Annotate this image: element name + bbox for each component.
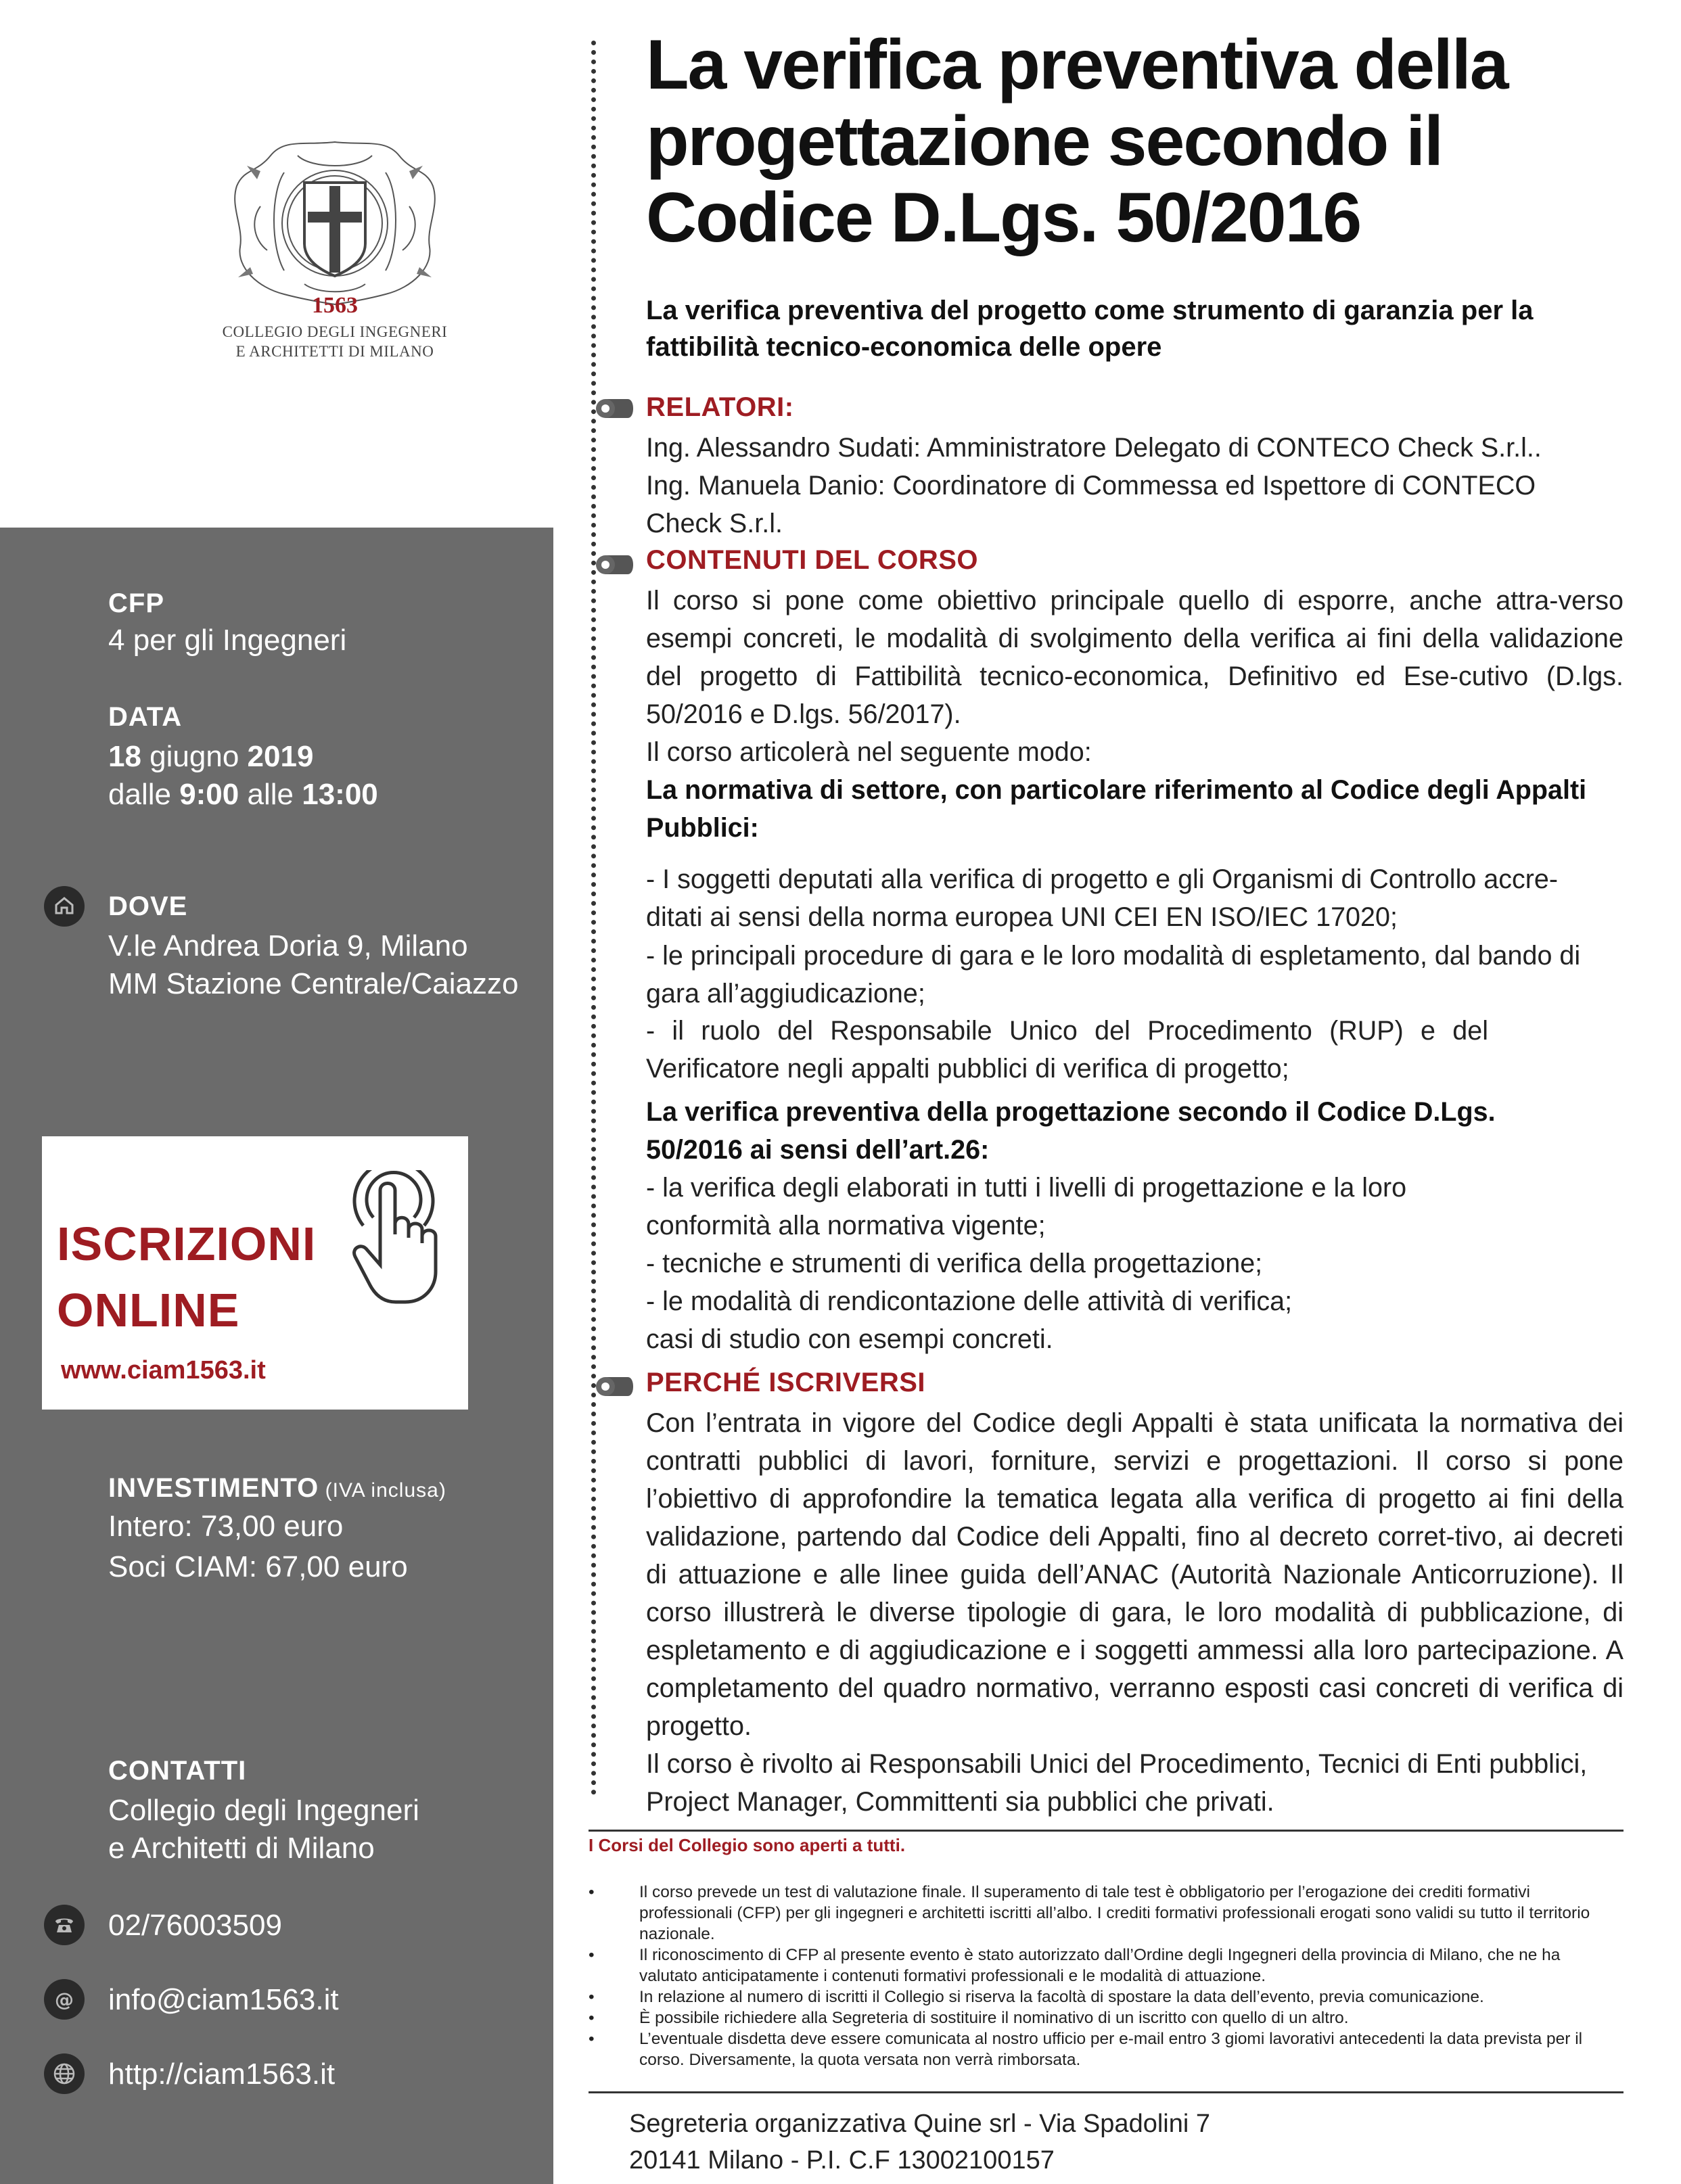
footer-line2: 20141 Milano - P.I. C.F 13002100157	[629, 2146, 1055, 2175]
note-text: Il riconoscimento di CFP al presente evento è stato autorizzato dall’Ordine degli Ingegneri della provincia di Milano, che ne ha valutato anticipatamente i contenuti formativi professionali e le modalità di attuazione.	[639, 1946, 1561, 1985]
dove-label: DOVE	[108, 891, 188, 921]
section-bullet-icon	[594, 553, 635, 576]
part2-item: - la verifica degli elaborati in tutti i livelli di progettazione e la loro conformità alla normativa vigente;	[646, 1173, 1407, 1240]
crest-icon	[203, 132, 467, 308]
date-month: giugno	[141, 740, 248, 773]
iscrizioni-title	[57, 1211, 316, 1343]
price-members: Soci CIAM: 67,00 euro	[108, 1550, 408, 1583]
part2-title: La verifica preventiva della progettazione secondo il Codice D.Lgs. 50/2016 ai sensi dell’art.26:	[646, 1097, 1496, 1165]
perche-label: PERCHÉ ISCRIVERSI	[646, 1368, 926, 1397]
dotted-divider	[591, 41, 596, 1796]
perche-target: Il corso è rivolto ai Responsabili Unici del Procedimento, Tecnici di Enti pubblici, Project Manager, Committenti sia pubblici che privati.	[646, 1749, 1588, 1817]
note-bullet: •	[589, 2030, 595, 2048]
note-item	[589, 1882, 1596, 1945]
note-bullet: •	[589, 1946, 595, 1964]
note-text: È possibile richiedere alla Segreteria di sostituire il nominativo di un iscritto con quello di un altro.	[639, 2009, 1349, 2027]
footer-line1: Segreteria organizzativa Quine srl - Via Spadolini 7	[629, 2110, 1210, 2138]
contenuti-intro: Il corso si pone come obiettivo principale quello di esporre, anche attra-verso esempi concreti, le modalità di svolgimento della verifica ai fini della validazione del progetto di Fattibilità tecnico-economica, Definitivo ed Ese-cutivo (D.lgs. 50/2016 e D.lgs. 56/2017).	[646, 586, 1624, 729]
part2-item: - tecniche e strumenti di verifica della progettazione;	[646, 1249, 1263, 1278]
event-time	[108, 775, 378, 814]
iscrizioni-online-box[interactable]	[42, 1136, 468, 1410]
date-day: 18	[108, 740, 141, 773]
note-bullet: •	[589, 1883, 595, 1901]
cfp-label: CFP	[108, 588, 164, 618]
time-mid: alle	[239, 778, 302, 811]
section-bullet-icon	[594, 1375, 635, 1398]
relatore-1: Ing. Alessandro Sudati: Amministratore Delegato di CONTECO Check S.r.l..	[646, 433, 1542, 463]
investimento-label: INVESTIMENTO	[108, 1473, 319, 1503]
cfp-value: 4 per gli Ingegneri	[108, 624, 347, 657]
email-link[interactable]: info@ciam1563.it	[108, 1983, 339, 2016]
part1-item: - le principali procedure di gara e le loro modalità di espletamento, dal bando di gara all’aggiudicazione;	[646, 941, 1581, 1008]
note-item	[589, 1945, 1596, 1986]
note-text: Il corso prevede un test di valutazione finale. Il superamento di tale test è obbligatorio per l’erogazione dei crediti formativi professionali (CFP) per gli ingegneri e architetti iscritti all’albo. I crediti formativi professionali erogati sono validi su tutto il territorio nazionale.	[639, 1883, 1590, 1943]
price-full: Intero: 73,00 euro	[108, 1510, 344, 1543]
section-bullet-icon	[594, 397, 635, 420]
part1-item: - I soggetti deputati alla verifica di progetto e gli Organismi di Controllo accre-ditati ai sensi della norma europea UNI CEI EN ISO/IEC 17020;	[646, 864, 1559, 932]
phone-icon	[44, 1905, 85, 1945]
contatti-line2: e Architetti di Milano	[108, 1832, 375, 1865]
note-bullet: •	[589, 1988, 595, 2006]
note-item	[589, 2007, 1596, 2028]
globe-icon	[44, 2053, 85, 2094]
home-icon	[44, 886, 85, 927]
time-from: 9:00	[179, 778, 239, 811]
part1-item: - il ruolo del Responsabile Unico del Procedimento (RUP) e del Verificatore negli appalti pubblici di verifica di progetto;	[646, 1016, 1488, 1084]
pointer-hand-icon	[343, 1170, 458, 1312]
investimento-note: (IVA inclusa)	[319, 1479, 446, 1502]
perche-text: Con l’entrata in vigore del Codice degli Appalti è stata unificata la normativa dei contratti pubblici di lavori, forniture, servizi e progettazioni. Il corso si pone l’obiettivo di approfondire la tematica legata alla verifica di progetto ai fini della validazione, partendo dal Codice deli Appalti, fino al decreto corret-tivo, ai decreti di attuazione e alle linee guida dell’ANAC (Autorità Nazionale Anticorruzione). Il corso illustrerà le diverse tipologie di gara, le loro modalità di pubblicazione, di espletamento e di aggiudicazione e i soggetti ammessi alla loro partecipazione. A completamento del quadro normativo, verranno esposti casi concreti di verifica di progetto.	[646, 1408, 1624, 1741]
page-title: La verifica preventiva della progettazione secondo il Codice D.Lgs. 50/2016	[646, 26, 1508, 257]
time-to: 13:00	[302, 778, 378, 811]
data-label: DATA	[108, 702, 183, 732]
relatore-2: Ing. Manuela Danio: Coordinatore di Commessa ed Ispettore di CONTECO Check S.r.l.	[646, 471, 1536, 538]
note-text: L’eventuale disdetta deve essere comunicata al nostro ufficio per e-mail entro 3 giomi lavorativi antecedenti la data prevista per il corso. Diversamente, la quota versata non verrà rimborsata.	[639, 2030, 1583, 2069]
iscrizioni-url[interactable]: www.ciam1563.it	[61, 1356, 266, 1385]
notes-rule-top	[589, 1830, 1624, 1832]
iscrizioni-line2: ONLINE	[57, 1284, 240, 1337]
part1-title: La normativa di settore, con particolare riferimento al Codice degli Appalti Pubblici:	[646, 775, 1587, 843]
contatti-line1: Collegio degli Ingegneri	[108, 1794, 419, 1827]
part2-item: - le modalità di rendicontazione delle attività di verifica;	[646, 1286, 1293, 1316]
page-subtitle: La verifica preventiva del progetto come strumento di garanzia per la fattibilità tecnico-economica delle opere	[646, 296, 1534, 362]
contenuti-modo: Il corso articolerà nel seguente modo:	[646, 737, 1092, 767]
part2-item: casi di studio con esempi concreti.	[646, 1324, 1053, 1354]
note-item	[589, 2028, 1596, 2070]
collegio-logo	[203, 132, 467, 369]
investimento-heading	[108, 1473, 446, 1504]
at-icon	[44, 1979, 85, 2020]
iscrizioni-line1: ISCRIZIONI	[57, 1217, 317, 1270]
contenuti-label: CONTENUTI DEL CORSO	[646, 545, 979, 575]
open-to-all: I Corsi del Collegio sono aperti a tutti.	[589, 1835, 906, 1855]
notes-rule-bottom	[589, 2091, 1624, 2093]
svg-text:@: @	[55, 1989, 74, 2011]
dove-line1: V.le Andrea Doria 9, Milano	[108, 929, 468, 962]
note-item	[589, 1986, 1596, 2007]
logo-line2: E ARCHITETTI DI MILANO	[235, 343, 434, 360]
time-from-pre: dalle	[108, 778, 180, 811]
note-bullet: •	[589, 2009, 595, 2027]
contatti-label: CONTATTI	[108, 1756, 247, 1786]
dove-line2: MM Stazione Centrale/Caiazzo	[108, 967, 519, 1000]
event-date	[108, 737, 313, 776]
note-text: In relazione al numero di iscritti il Collegio si riserva la facoltà di spostare la data dell’evento, previa comunicazione.	[639, 1988, 1484, 2006]
website-link[interactable]: http://ciam1563.it	[108, 2058, 336, 2091]
phone-number[interactable]: 02/76003509	[108, 1909, 282, 1942]
logo-line1: COLLEGIO DEGLI INGEGNERI	[222, 323, 448, 340]
logo-year: 1563	[312, 293, 358, 318]
relatori-label: RELATORI:	[646, 392, 794, 422]
date-year: 2019	[247, 740, 314, 773]
notes-list	[589, 1882, 1596, 2070]
